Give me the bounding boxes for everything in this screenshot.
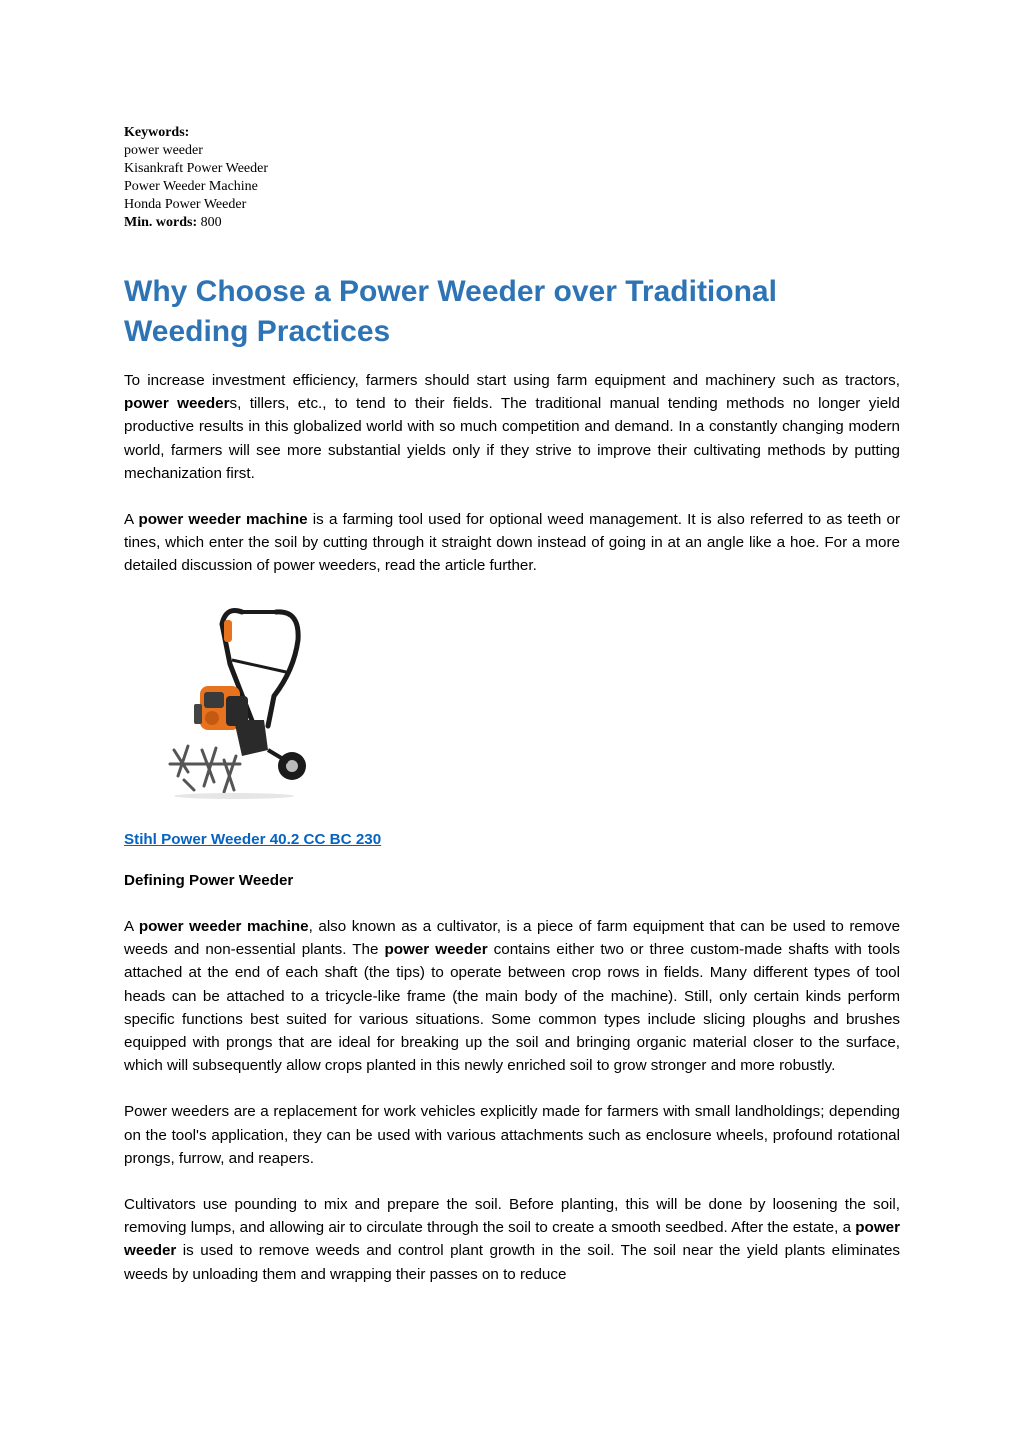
bold-keyword: power weeder xyxy=(124,395,230,413)
paragraph-cultivator xyxy=(124,915,900,1077)
paragraph-replacement: Power weeders are a replacement for work vehicles explicitly made for farmers with small landholdings; depending on the tool's application, they can be used with various attachments such as enclosure wheels, profound rotational prongs, furrow, and reapers. xyxy=(124,1103,900,1167)
min-words-line xyxy=(124,214,900,232)
section-subheading: Defining Power Weeder xyxy=(124,871,294,889)
power-weeder-machine-image xyxy=(164,600,324,800)
paragraph-intro xyxy=(124,369,900,485)
article-title: Why Choose a Power Weeder over Traditional Weeding Practices xyxy=(124,275,777,348)
document-page xyxy=(124,124,900,1286)
keyword-item: Honda Power Weeder xyxy=(124,197,247,212)
text-run: is a farming tool used for optional weed management. It is also referred to as teeth or tines, which enter the soil by cutting through it straight down instead of going in at an angle like a hoe. For a more detailed discussion of power weeders, read the article further. xyxy=(124,511,901,575)
text-run: is used to remove weeds and control plant growth in the soil. The soil near the yield plants eliminates weeds by unloading them and wrapping their passes on to reduce xyxy=(124,1242,900,1283)
bold-keyword: power weeder machine xyxy=(138,511,308,529)
text-run: s, tillers, etc., to tend to their fields. The traditional manual tending methods no longer yield productive results in this globalized world with so much competition and demand. In a constantly changing modern world, farmers will see more substantial yields only if they strive to improve their cultivating methods by putting mechanization first. xyxy=(124,395,900,482)
keywords-label: Keywords: xyxy=(124,125,190,140)
text-run: A xyxy=(124,511,139,529)
min-words-value: 800 xyxy=(200,215,222,230)
keyword-item: power weeder xyxy=(124,143,203,158)
bold-keyword: power weeder machine xyxy=(138,918,309,936)
keyword-item: Kisankraft Power Weeder xyxy=(124,161,269,176)
keywords-block xyxy=(124,124,900,232)
text-run: Cultivators use pounding to mix and prepare the soil. Before planting, this will be done by loosening the soil, removing lumps, and allowing air to circulate through the soil to create a smooth seedbed. After the estate, a xyxy=(124,1196,900,1237)
paragraph-definition xyxy=(124,508,900,578)
power-weeder-illustration xyxy=(164,600,324,800)
text-run: To increase investment efficiency, farmers should start using farm equipment and machinery such as tractors, xyxy=(124,372,900,389)
bold-keyword: power weeder xyxy=(124,1219,900,1260)
text-run: , also known as a cultivator, is a piece of farm equipment that can be used to remove weeds and non-essential plants. The xyxy=(124,918,901,959)
keyword-item: Power Weeder Machine xyxy=(124,179,258,194)
paragraph-soil xyxy=(124,1193,900,1286)
product-link[interactable]: Stihl Power Weeder 40.2 CC BC 230 xyxy=(124,830,382,848)
text-run: A xyxy=(124,918,139,936)
bold-keyword: power weeder xyxy=(384,941,488,959)
text-run: contains either two or three custom-made shafts with tools attached at the end of each shaft (the tips) to operate between crop rows in fields. Many different types of tool heads can be attached to a tricycle-like frame (the main body of the machine). Still, only certain kinds perform specific functions best suited for various situations. Some common types include slicing ploughs and brushes equipped with prongs that are ideal for breaking up the soil and bringing organic material closer to the surface, which will subsequently allow crops planted in this newly enriched soil to grow stronger and more robustly. xyxy=(124,941,900,1075)
min-words-label: Min. words: xyxy=(124,215,198,230)
